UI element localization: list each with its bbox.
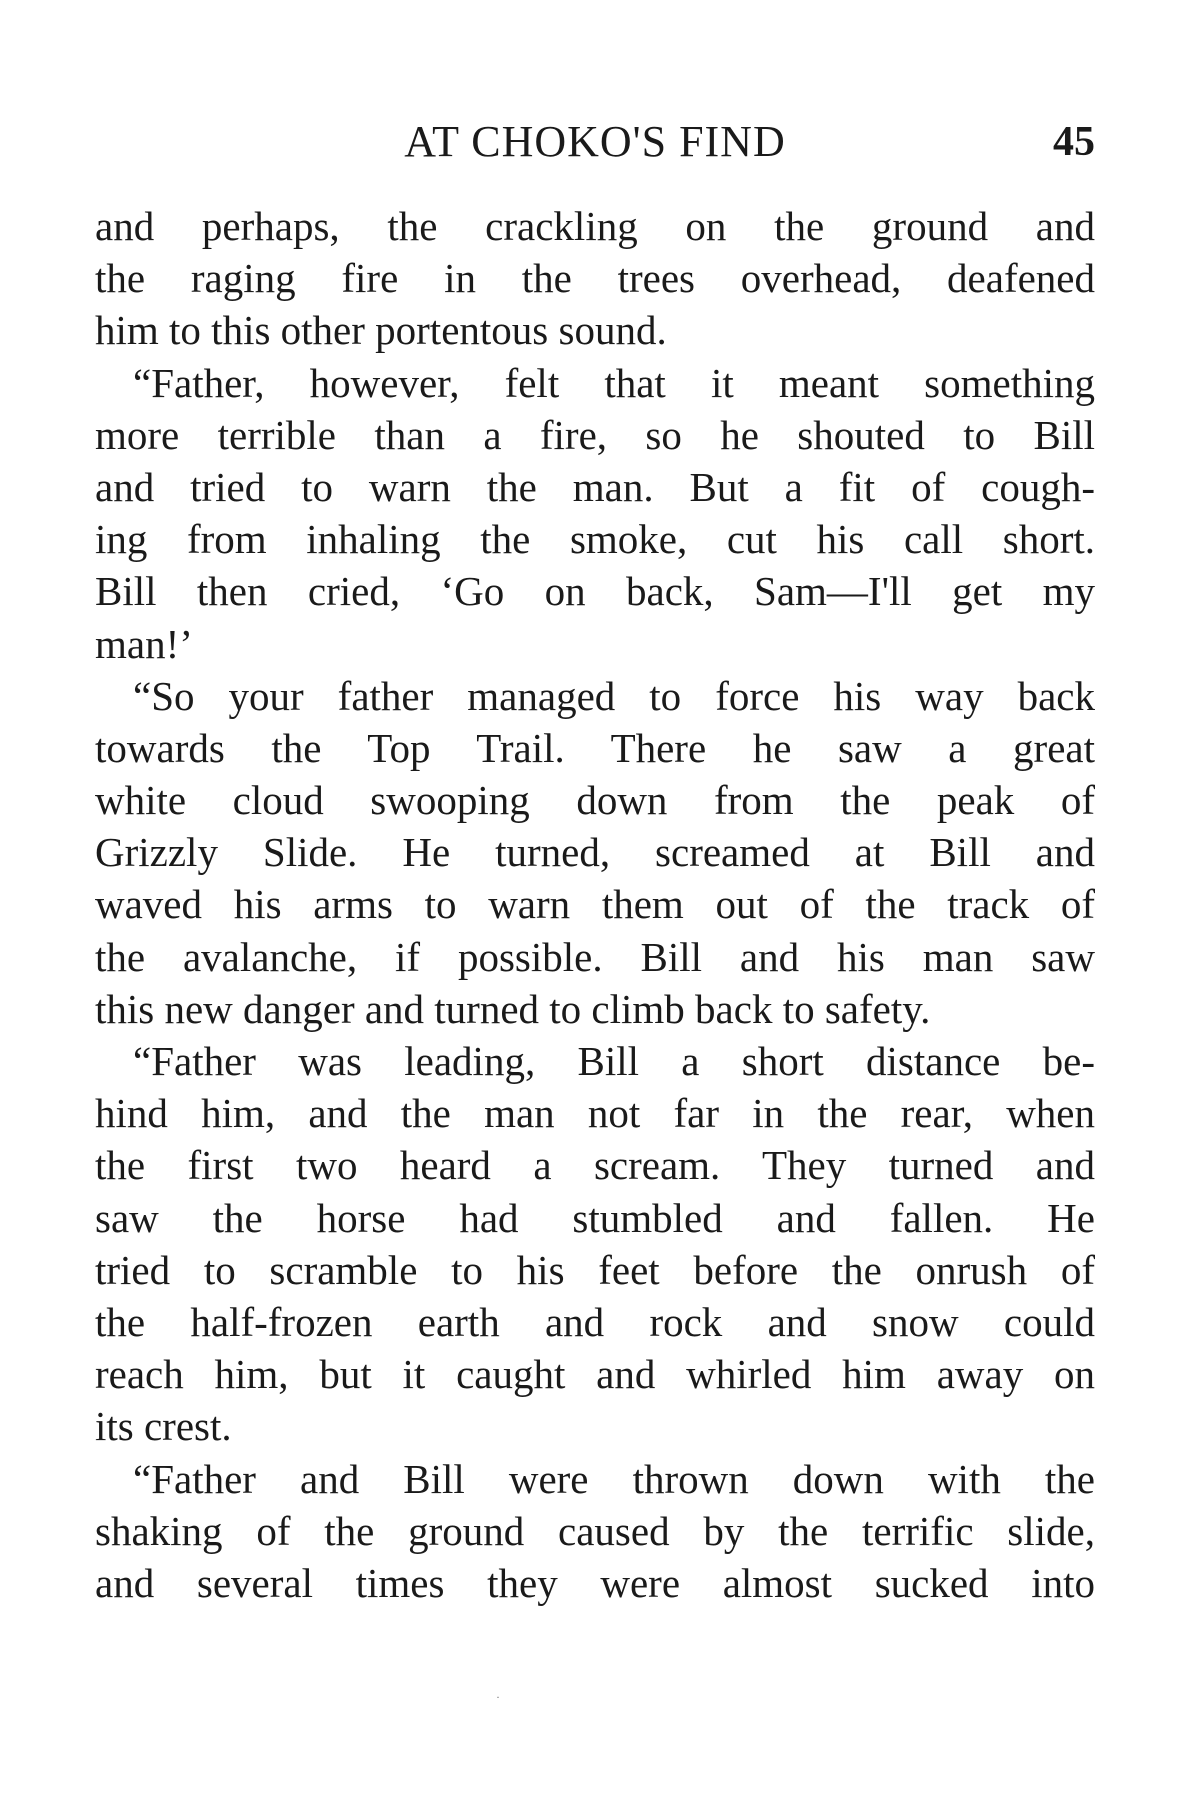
scan-speck: · xyxy=(496,1690,500,1704)
text-line: ing from inhaling the smoke, cut his call short. xyxy=(95,516,1095,563)
text-line: and tried to warn the man. But a fit of cough- xyxy=(95,463,1095,510)
text-line: saw the horse had stumbled and fallen. He xyxy=(95,1194,1095,1241)
text-line: the half-frozen earth and rock and snow could xyxy=(95,1298,1095,1345)
text-line: shaking of the ground caused by the terrific slide, xyxy=(95,1507,1095,1554)
text-line: and perhaps, the crackling on the ground and xyxy=(95,203,1095,249)
page-number: 45 xyxy=(1053,119,1095,165)
text-line: hind him, and the man not far in the rear, when xyxy=(95,1090,1095,1137)
body-text xyxy=(95,200,1095,1609)
text-line: “Father and Bill were thrown down with the xyxy=(133,1455,1095,1502)
text-line: white cloud swooping down from the peak of xyxy=(95,777,1095,824)
text-line: waved his arms to warn them out of the track of xyxy=(95,881,1095,928)
text-line: reach him, but it caught and whirled him away on xyxy=(95,1351,1095,1398)
text-line: “Father was leading, Bill a short distance be- xyxy=(133,1038,1095,1084)
text-line: tried to scramble to his feet before the onrush of xyxy=(95,1246,1095,1293)
running-header xyxy=(95,112,1095,172)
text-line: more terrible than a fire, so he shouted to Bill xyxy=(95,411,1095,458)
running-title: AT CHOKO'S FIND xyxy=(404,117,786,166)
text-line: the first two heard a scream. They turned and xyxy=(95,1142,1095,1189)
text-line: “So your father managed to force his way back xyxy=(133,672,1095,719)
text-line: the avalanche, if possible. Bill and his man saw xyxy=(95,933,1095,980)
text-line: the raging fire in the trees overhead, deafened xyxy=(95,255,1095,302)
text-line: and several times they were almost sucked into xyxy=(95,1559,1095,1606)
text-line: man!’ xyxy=(95,620,193,667)
text-line: him to this other portentous sound. xyxy=(95,307,667,354)
text-line: Grizzly Slide. He turned, screamed at Bill and xyxy=(95,829,1095,876)
text-line: its crest. xyxy=(95,1403,232,1450)
text-line: this new danger and turned to climb back to safety. xyxy=(95,985,931,1032)
text-line: Bill then cried, ‘Go on back, Sam—I'll get my xyxy=(95,568,1095,615)
text-line: “Father, however, felt that it meant something xyxy=(133,359,1095,406)
text-line: towards the Top Trail. There he saw a great xyxy=(95,724,1095,771)
